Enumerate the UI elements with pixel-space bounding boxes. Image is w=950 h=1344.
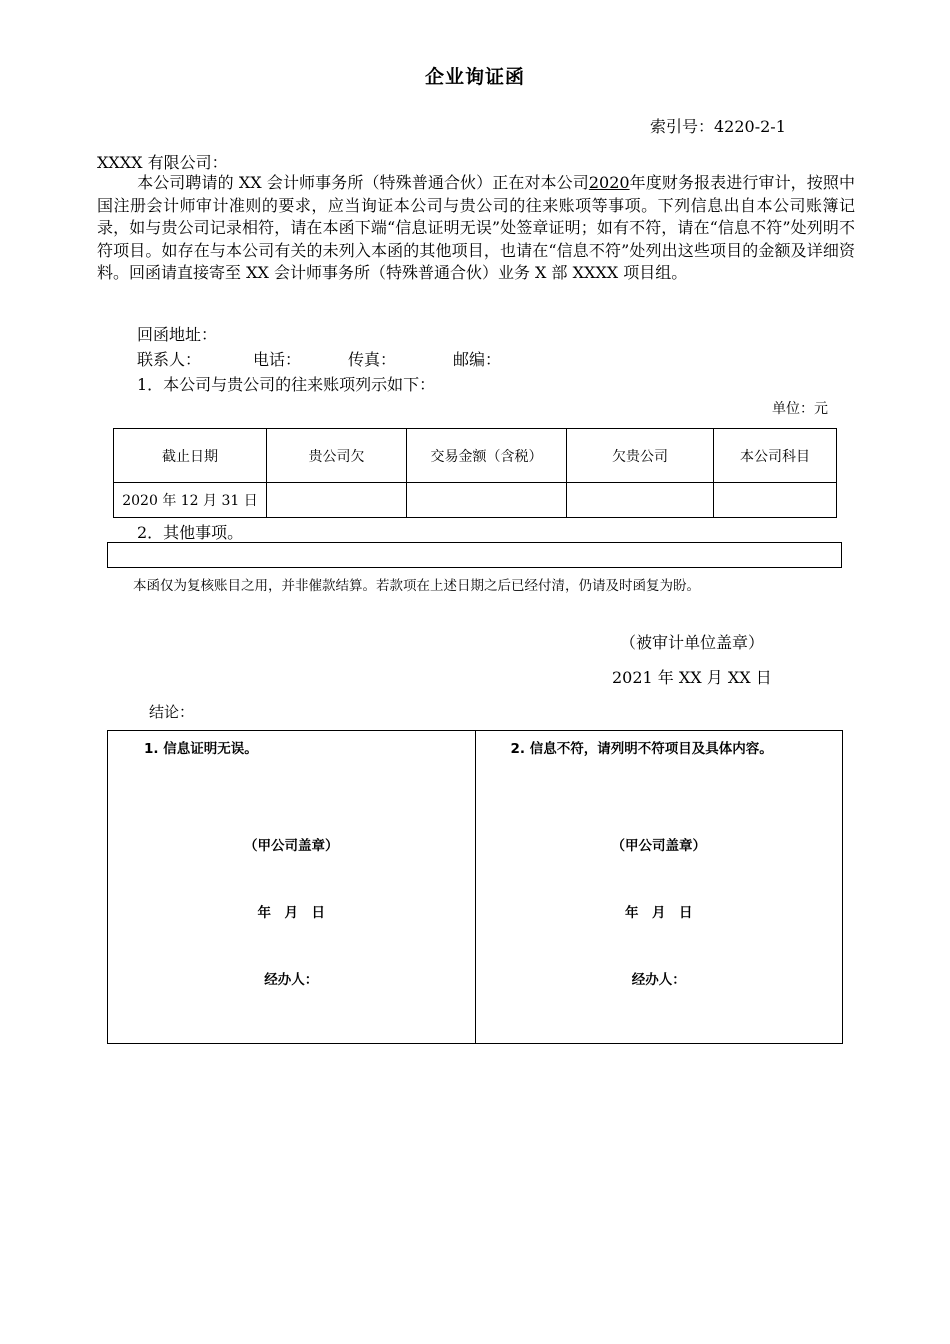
confirmed-date: 年 月 日 (257, 905, 325, 921)
fax-label: 传真： (348, 350, 397, 369)
cell-transaction-amount (407, 483, 567, 518)
confirmed-handler: 经办人： (264, 972, 319, 988)
phone-label: 电话： (253, 350, 302, 369)
conclusion-table (107, 730, 843, 1044)
header-account-subject: 本公司科目 (714, 429, 837, 483)
unit-label: 单位：元 (772, 401, 828, 417)
reply-address: 回函地址： (137, 325, 218, 344)
table-header-row (114, 429, 837, 483)
audit-year: 2020 (588, 173, 630, 192)
conclusion-confirmed-cell (108, 731, 475, 1043)
cell-account-subject (714, 483, 837, 518)
contact-person-label: 联系人： (137, 350, 202, 369)
cell-owed-by-you (267, 483, 407, 518)
item-2-heading: 2．其他事项。 (137, 523, 244, 542)
header-owed-to-you: 欠贵公司 (567, 429, 714, 483)
item-1-heading: 1．本公司与贵公司的往来账项列示如下： (137, 375, 436, 394)
salutation: XXXX 有限公司： (97, 153, 228, 172)
discrepancy-handler: 经办人： (631, 972, 686, 988)
conclusion-discrepancy-cell (475, 731, 843, 1043)
body-before-year: 本公司聘请的 XX 会计师事务所（特殊普通合伙）正在对本公司 (137, 173, 589, 192)
cell-owed-to-you (567, 483, 714, 518)
table-row (114, 483, 837, 518)
letter-body (97, 172, 855, 285)
header-cutoff-date: 截止日期 (114, 429, 267, 483)
disclaimer-note: 本函仅为复核账目之用，并非催款结算。若款项在上述日期之后已经付清，仍请及时函复为盼。 (133, 578, 700, 594)
ledger-table (113, 428, 837, 518)
discrepancy-date: 年 月 日 (625, 905, 693, 921)
discrepancy-seal: （甲公司盖章） (611, 838, 706, 854)
audited-entity-seal: （被审计单位盖章） (620, 633, 765, 652)
cell-cutoff-date: 2020 年 12 月 31 日 (114, 483, 267, 518)
header-owed-by-you: 贵公司欠 (267, 429, 407, 483)
header-transaction-amount: 交易金额（含税） (407, 429, 567, 483)
other-matters-box (107, 542, 842, 568)
body-after-year: 年度财务报表进行审计，按照中国注册会计师审计准则的要求，应当询证本公司与贵公司的往来账项等事项。下列信息出自本公司账簿记录，如与贵公司记录相符，请在本函下端“信息证明无误”处签章证明；如有不符，请在“信息不符”处列明不符项目。如存在与本公司有关的未列入本函的其他项目，也请在“信息不符”处列出这些项目的金额及详细资料。回函请直接寄至 XX 会计师事务所（特殊普通合伙）业务 X 部 XXXX 项目组。 (97, 173, 855, 282)
audited-entity-date: 2021 年 XX 月 XX 日 (612, 668, 772, 687)
index-number: 索引号：4220-2-1 (650, 117, 786, 136)
confirmed-heading: 1. 信息证明无误。 (144, 741, 258, 757)
document-title: 企业询证函 (424, 66, 525, 88)
postcode-label: 邮编： (453, 350, 502, 369)
conclusion-label: 结论： (149, 703, 195, 721)
confirmed-seal: （甲公司盖章） (244, 838, 339, 854)
discrepancy-heading: 2. 信息不符，请列明不符项目及具体内容。 (510, 741, 773, 757)
